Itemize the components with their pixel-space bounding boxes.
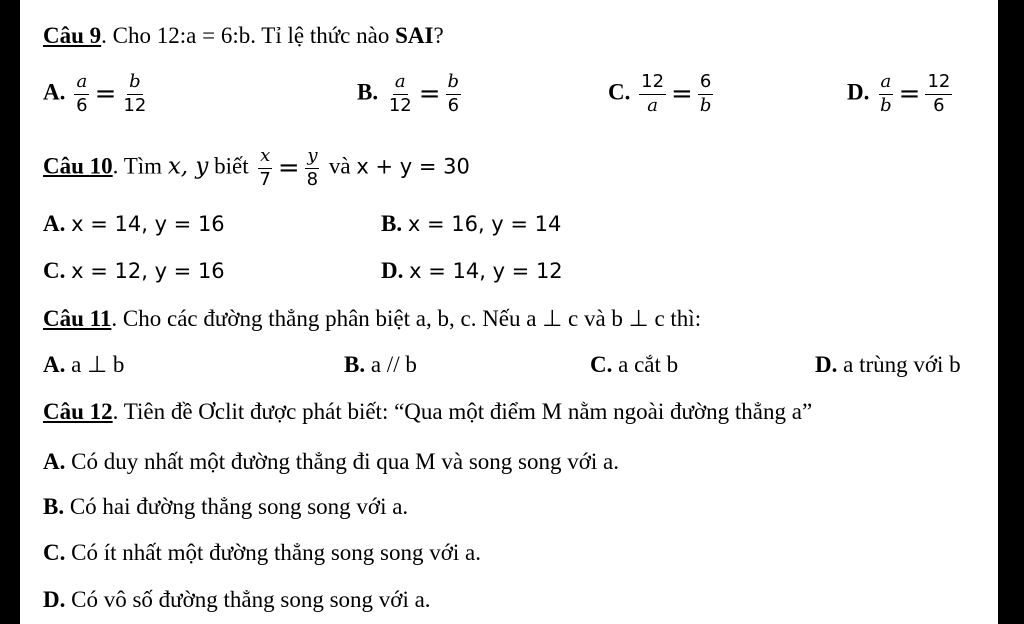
question-number: Câu 11 [43, 306, 112, 331]
option-label: A. [43, 352, 66, 377]
denominator: a [647, 94, 658, 116]
math-condition: x + y = 30 [356, 154, 470, 179]
equals-sign: = [94, 79, 117, 110]
option-label: A. [43, 79, 66, 105]
numerator: b [446, 72, 462, 95]
denominator: 12 [123, 94, 147, 116]
denominator: 8 [306, 168, 319, 190]
fraction [121, 72, 148, 116]
option-label: D. [43, 587, 66, 612]
q11-option-d [815, 353, 961, 376]
numerator: 12 [925, 72, 952, 95]
q11-option-a [43, 353, 124, 376]
question-emphasis: SAI [395, 23, 434, 48]
option-label: A. [43, 449, 66, 474]
question-text: . Tìm [112, 153, 168, 179]
question-number: Câu 10 [43, 153, 113, 179]
q12-option-a [43, 450, 619, 473]
equals-sign: = [418, 79, 441, 110]
q9-option-d [847, 72, 955, 116]
q9-option-a [43, 72, 151, 116]
q9-option-b [357, 72, 464, 116]
question-number: Câu 9 [43, 23, 102, 48]
equals-sign: = [671, 79, 693, 110]
question-text: biết [208, 153, 255, 179]
option-label: B. [344, 352, 366, 377]
numerator: a [393, 72, 408, 95]
q11-option-b [344, 353, 417, 376]
q10-option-c [43, 259, 225, 282]
equals-sign: = [277, 153, 300, 184]
denominator: b [699, 94, 712, 116]
numerator: 12 [639, 72, 666, 95]
option-label: B. [43, 494, 65, 519]
option-label: C. [590, 352, 613, 377]
equals-sign: = [898, 79, 921, 110]
option-text: Có hai đường thẳng song song với a. [64, 494, 409, 519]
q10-option-d [381, 259, 563, 282]
fraction [698, 72, 714, 116]
question-text: . Tiên đề Ơclit được phát biết: “Qua một điểm M nằm ngoài đường thẳng a” [112, 399, 813, 424]
option-text: a cắt b [612, 352, 679, 377]
option-text: Có vô số đường thẳng song song với a. [65, 587, 431, 612]
option-text: a // b [365, 352, 417, 377]
q12-option-b [43, 495, 408, 518]
fraction [387, 72, 414, 116]
q12-option-d [43, 588, 431, 611]
q12-option-c [43, 541, 481, 564]
fraction [925, 72, 952, 116]
option-label: A. [43, 211, 66, 236]
math-variables: x, y [167, 153, 209, 180]
option-label: C. [43, 540, 66, 565]
option-text: Có ít nhất một đường thẳng song song với a. [65, 540, 482, 565]
option-label: B. [381, 211, 403, 236]
numerator: y [305, 146, 319, 169]
numerator: b [127, 72, 143, 95]
denominator: 7 [259, 168, 271, 190]
q9-option-c [608, 72, 716, 116]
numerator: a [74, 72, 89, 95]
option-label: D. [847, 79, 870, 105]
option-text: x = 14, y = 12 [409, 259, 563, 283]
numerator: 6 [698, 72, 713, 95]
option-text: a ⊥ b [65, 352, 125, 377]
q11-option-c [590, 353, 678, 376]
q10-option-b [381, 212, 561, 235]
option-text: x = 14, y = 16 [71, 212, 225, 236]
question-text: . Cho 12:a = 6:b. Tỉ lệ thức nào [101, 23, 396, 48]
option-label: D. [381, 258, 404, 283]
fraction [446, 72, 462, 116]
fraction [74, 72, 89, 116]
fraction [257, 146, 272, 190]
denominator: 6 [447, 94, 460, 116]
fraction [639, 72, 666, 116]
denominator: b [880, 94, 892, 116]
denominator: 12 [388, 94, 412, 116]
question-9-stem [43, 24, 444, 47]
option-label: B. [357, 79, 379, 105]
denominator: 6 [933, 94, 945, 116]
option-text: a trùng với b [837, 352, 961, 377]
question-11-stem [43, 307, 701, 330]
numerator: x [258, 146, 272, 169]
option-label: C. [43, 258, 66, 283]
option-text: Có duy nhất một đường thẳng đi qua M và song song với a. [65, 449, 619, 474]
question-end: ? [433, 23, 444, 48]
option-label: D. [815, 352, 838, 377]
question-text: và [323, 153, 357, 179]
option-text: x = 12, y = 16 [71, 259, 225, 283]
denominator: 6 [76, 94, 88, 116]
fraction [305, 146, 320, 190]
option-label: C. [608, 79, 631, 105]
option-text: x = 16, y = 14 [407, 212, 562, 236]
fraction [878, 72, 894, 116]
numerator: a [879, 72, 894, 95]
question-text: . Cho các đường thẳng phân biệt a, b, c. Nếu a ⊥ c và b ⊥ c thì: [111, 306, 702, 331]
q10-option-a [43, 212, 225, 235]
question-number: Câu 12 [43, 399, 113, 424]
question-12-stem [43, 400, 812, 423]
question-10-stem [43, 146, 470, 190]
document-page [20, 0, 998, 624]
